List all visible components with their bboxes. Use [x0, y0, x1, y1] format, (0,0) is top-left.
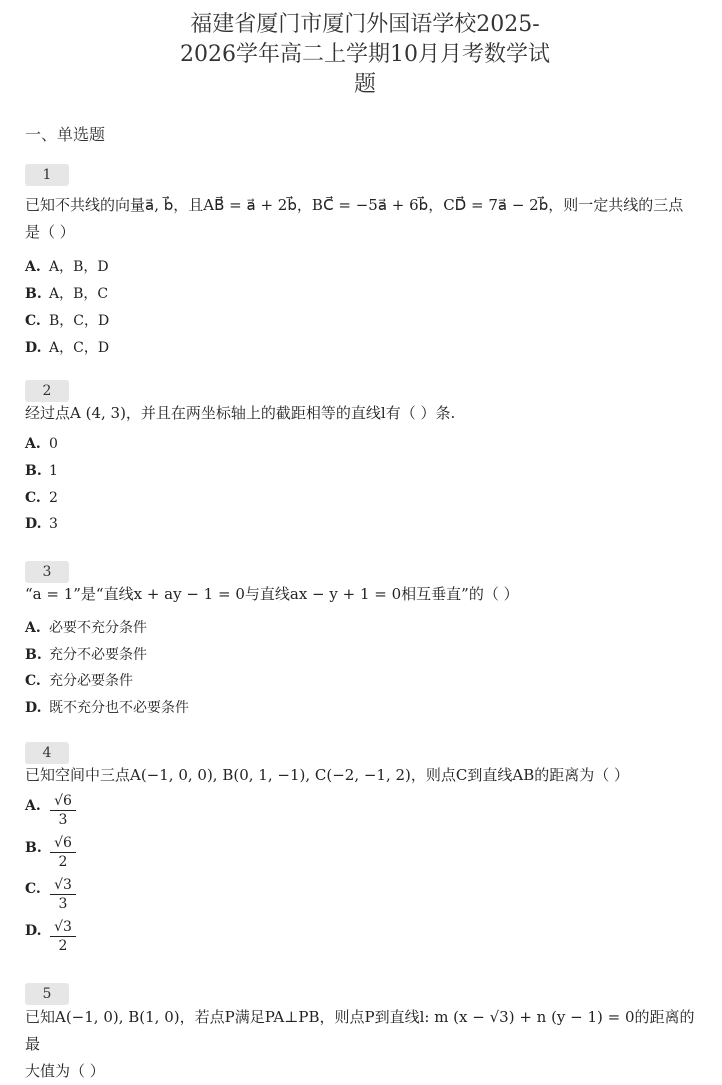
title-line-1: 福建省厦门市厦门外国语学校2025- [190, 12, 540, 37]
fraction [50, 834, 76, 871]
option-c[interactable] [25, 310, 109, 330]
question-number-badge: 5 [25, 983, 69, 1005]
fraction [50, 918, 76, 955]
question-stem [25, 1004, 702, 1085]
fraction-numerator: √6 [50, 792, 76, 811]
question-number-badge: 4 [25, 742, 69, 764]
option-text: A，B，C [49, 286, 109, 302]
question-number-badge: 2 [25, 380, 69, 402]
option-label: B. [25, 286, 42, 302]
option-c[interactable] [25, 670, 133, 690]
question-stem: 经过点A (4, 3)，并且在两坐标轴上的截距相等的直线l有（ ）条. [25, 404, 456, 422]
option-text: 必要不充分条件 [49, 620, 147, 636]
fraction-denominator: 2 [58, 854, 68, 870]
option-label: A. [25, 259, 41, 275]
option-label: C. [25, 490, 41, 506]
option-text: 充分必要条件 [49, 673, 133, 689]
option-text: A，C，D [49, 340, 110, 356]
question-stem [25, 192, 702, 246]
question-stem: “a = 1”是“直线x + ay − 1 = 0与直线ax − y + 1 = 0相互垂直”的（ ） [25, 585, 519, 603]
question-stem-line: 是（ ） [25, 223, 75, 241]
option-label: D. [25, 923, 42, 939]
question-number-badge: 3 [25, 561, 69, 583]
question-stem-line: 已知A(−1, 0), B(1, 0)，若点P满足PA⊥PB，则点P到直线l: m (x − √3) + n (y − 1) = 0的距离的最 [25, 1008, 695, 1053]
option-d[interactable] [25, 337, 109, 357]
option-text: 既不充分也不必要条件 [49, 700, 189, 716]
question-number-badge: 1 [25, 164, 69, 186]
question-stem: 已知空间中三点A(−1, 0, 0), B(0, 1, −1), C(−2, −1, 2)，则点C到直线AB的距离为（ ） [25, 766, 630, 784]
option-b[interactable] [25, 463, 58, 479]
option-text: 充分不必要条件 [49, 647, 147, 663]
option-text: A，B，D [49, 259, 109, 275]
option-text: 0 [49, 436, 58, 452]
fraction [50, 792, 76, 829]
option-text: 2 [49, 490, 58, 506]
question-stem-line: 已知不共线的向量a⃗, b⃗，且AB⃗ = a⃗ + 2b⃗，BC⃗ = −5a⃗ + 6b⃗，CD⃗ = 7a⃗ − 2b⃗，则一定共线的三点 [25, 196, 684, 214]
option-label: B. [25, 840, 42, 856]
option-label: C. [25, 673, 41, 689]
option-d[interactable] [25, 516, 58, 532]
option-label: D. [25, 516, 42, 532]
option-label: B. [25, 647, 42, 663]
fraction-numerator: √3 [50, 918, 76, 937]
option-label: D. [25, 340, 42, 356]
option-b[interactable] [25, 644, 147, 664]
question-stem-line: 大值为（ ） [25, 1062, 105, 1080]
fraction-numerator: √6 [50, 834, 76, 853]
option-label: A. [25, 620, 41, 636]
option-text: B，C，D [49, 313, 110, 329]
exam-title [120, 10, 610, 100]
option-a[interactable] [25, 256, 109, 276]
fraction [50, 876, 76, 913]
option-label: C. [25, 881, 41, 897]
fraction-denominator: 2 [58, 938, 68, 954]
option-label: B. [25, 463, 42, 479]
fraction-denominator: 3 [58, 896, 68, 912]
option-label: D. [25, 700, 42, 716]
option-label: A. [25, 798, 41, 814]
option-label: A. [25, 436, 41, 452]
option-label: C. [25, 313, 41, 329]
option-a[interactable] [25, 617, 147, 637]
fraction-numerator: √3 [50, 876, 76, 895]
option-text: 1 [49, 463, 58, 479]
fraction-denominator: 3 [58, 812, 68, 828]
title-line-3: 题 [353, 72, 376, 97]
option-b[interactable] [25, 283, 108, 303]
option-c[interactable] [25, 490, 58, 506]
option-d[interactable] [25, 697, 189, 717]
title-line-2: 2026学年高二上学期10月月考数学试 [180, 42, 550, 67]
option-text: 3 [49, 516, 58, 532]
section-heading: 一、单选题 [25, 125, 106, 144]
option-a[interactable] [25, 436, 58, 452]
